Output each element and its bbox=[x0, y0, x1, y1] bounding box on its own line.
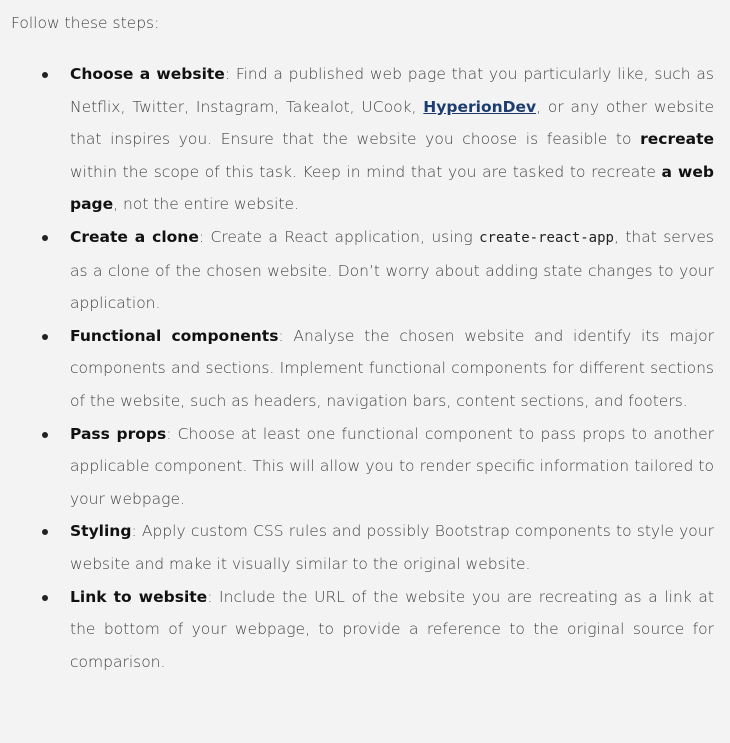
step-text: , not the entire website. bbox=[113, 195, 299, 214]
step-text: : Find a published web page that you particularly like, such as Netflix, Twitter, Instagram, Takealot, UCook, bbox=[70, 65, 714, 116]
step-text: : Choose at least one functional component to pass props to another applicable component. This will allow you to render specific information tailored to your webpage. bbox=[70, 424, 714, 508]
bullet-icon bbox=[42, 595, 48, 601]
step-text: : Include the URL of the website you are recreating as a link at the bottom of your webpage, to provide a reference to the original source for comparison. bbox=[70, 587, 714, 671]
emphasis-text: a web page bbox=[70, 162, 714, 214]
step-title: Choose a website bbox=[70, 65, 225, 83]
step-text: : Analyse the chosen website and identify its major components and sections. Implement functional components for different sections of the website, such as headers, navigation bars, content sections, and footers. bbox=[70, 326, 714, 410]
step-title: Pass props bbox=[70, 424, 167, 443]
code-snippet: create-react-app bbox=[479, 229, 614, 246]
bullet-icon bbox=[42, 432, 48, 438]
step-text: , that serves as a clone of the chosen website. Don’t worry about adding state changes to your application. bbox=[70, 227, 714, 313]
intro-text: Follow these steps: bbox=[11, 14, 160, 32]
hyperiondev-link[interactable]: HyperionDev bbox=[423, 97, 537, 116]
emphasis-text: recreate bbox=[640, 130, 714, 149]
step-title: Styling bbox=[70, 522, 132, 541]
bullet-icon bbox=[42, 72, 48, 78]
step-text: : Create a React application, using bbox=[198, 227, 480, 246]
list-item bbox=[11, 221, 714, 320]
list-item bbox=[11, 320, 714, 418]
step-text: : Apply custom CSS rules and possibly Bootstrap components to style your website and make it visually similar to the original website. bbox=[70, 522, 714, 573]
bullet-icon bbox=[42, 235, 48, 241]
bullet-icon bbox=[42, 529, 48, 535]
list-item bbox=[11, 581, 714, 679]
bullet-icon bbox=[42, 334, 48, 340]
step-title: Functional components bbox=[70, 326, 279, 345]
list-item bbox=[11, 418, 714, 516]
step-text: within the scope of this task. Keep in mind that you are tasked to recreate bbox=[70, 162, 662, 181]
steps-list bbox=[11, 58, 714, 678]
list-item bbox=[11, 58, 714, 221]
step-title: Link to website bbox=[70, 587, 208, 606]
step-title: Create a clone bbox=[70, 227, 199, 246]
step-text: , or any other website that inspires you. Ensure that the website you choose is feasible to bbox=[70, 97, 715, 149]
list-item bbox=[11, 515, 714, 580]
